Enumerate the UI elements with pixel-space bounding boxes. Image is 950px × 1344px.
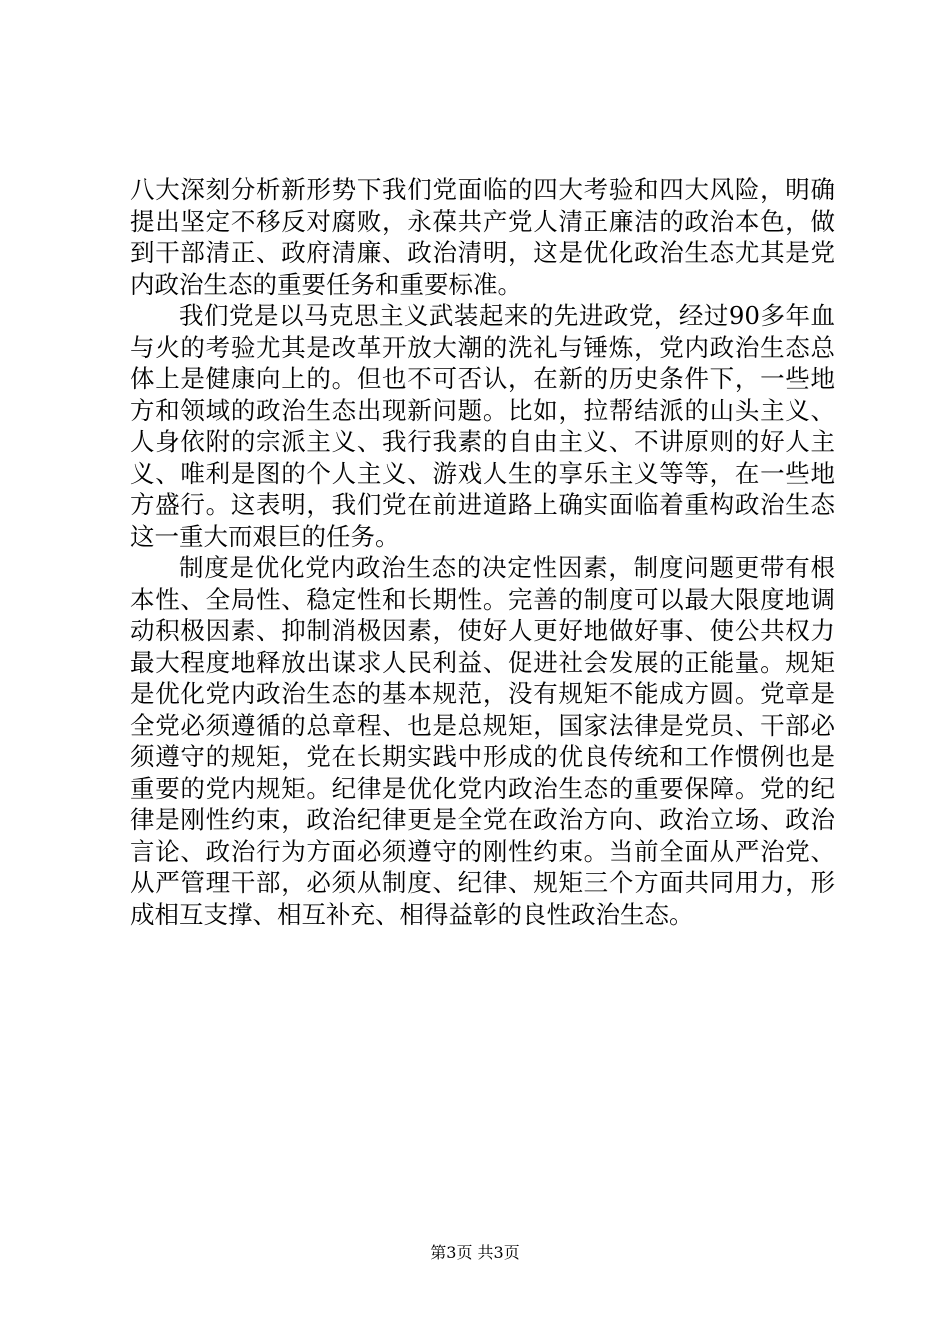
paragraph-continued: 八大深刻分析新形势下我们党面临的四大考验和四大风险，明确提出坚定不移反对腐败，永葆共产党人清正廉洁的政治本色，做到干部清正、政府清廉、政治清明，这是优化政治生态尤其是党内政治生态的重要任务和重要标准。	[130, 175, 835, 299]
paragraph-political-ecology-issues: 我们党是以马克思主义武装起来的先进政党，经过90多年血与火的考验尤其是改革开放大潮的洗礼与锤炼，党内政治生态总体上是健康向上的。但也不可否认，在新的历史条件下，一些地方和领域的政治生态出现新问题。比如，拉帮结派的山头主义、人身依附的宗派主义、我行我素的自由主义、不讲原则的好人主义、唯利是图的个人主义、游戏人生的享乐主义等等，在一些地方盛行。这表明，我们党在前进道路上确实面临着重构政治生态这一重大而艰巨的任务。	[130, 301, 835, 551]
paragraph-system-rules-discipline: 制度是优化党内政治生态的决定性因素，制度问题更带有根本性、全局性、稳定性和长期性。完善的制度可以最大限度地调动积极因素、抑制消极因素，使好人更好地做好事、使公共权力最大程度地释放出谋求人民利益、促进社会发展的正能量。规矩是优化党内政治生态的基本规范，没有规矩不能成方圆。党章是全党必须遵循的总章程、也是总规矩，国家法律是党员、干部必须遵守的规矩，党在长期实践中形成的优良传统和工作惯例也是重要的党内规矩。纪律是优化党内政治生态的重要保障。党的纪律是刚性约束，政治纪律更是全党在政治方向、政治立场、政治言论、政治行为方面必须遵守的刚性约束。当前全面从严治党、从严管理干部，必须从制度、纪律、规矩三个方面共同用力，形成相互支撑、相互补充、相得益彰的良性政治生态。	[130, 553, 835, 929]
document-body	[130, 174, 835, 930]
page-number-footer: 第3页 共3页	[430, 1243, 520, 1262]
